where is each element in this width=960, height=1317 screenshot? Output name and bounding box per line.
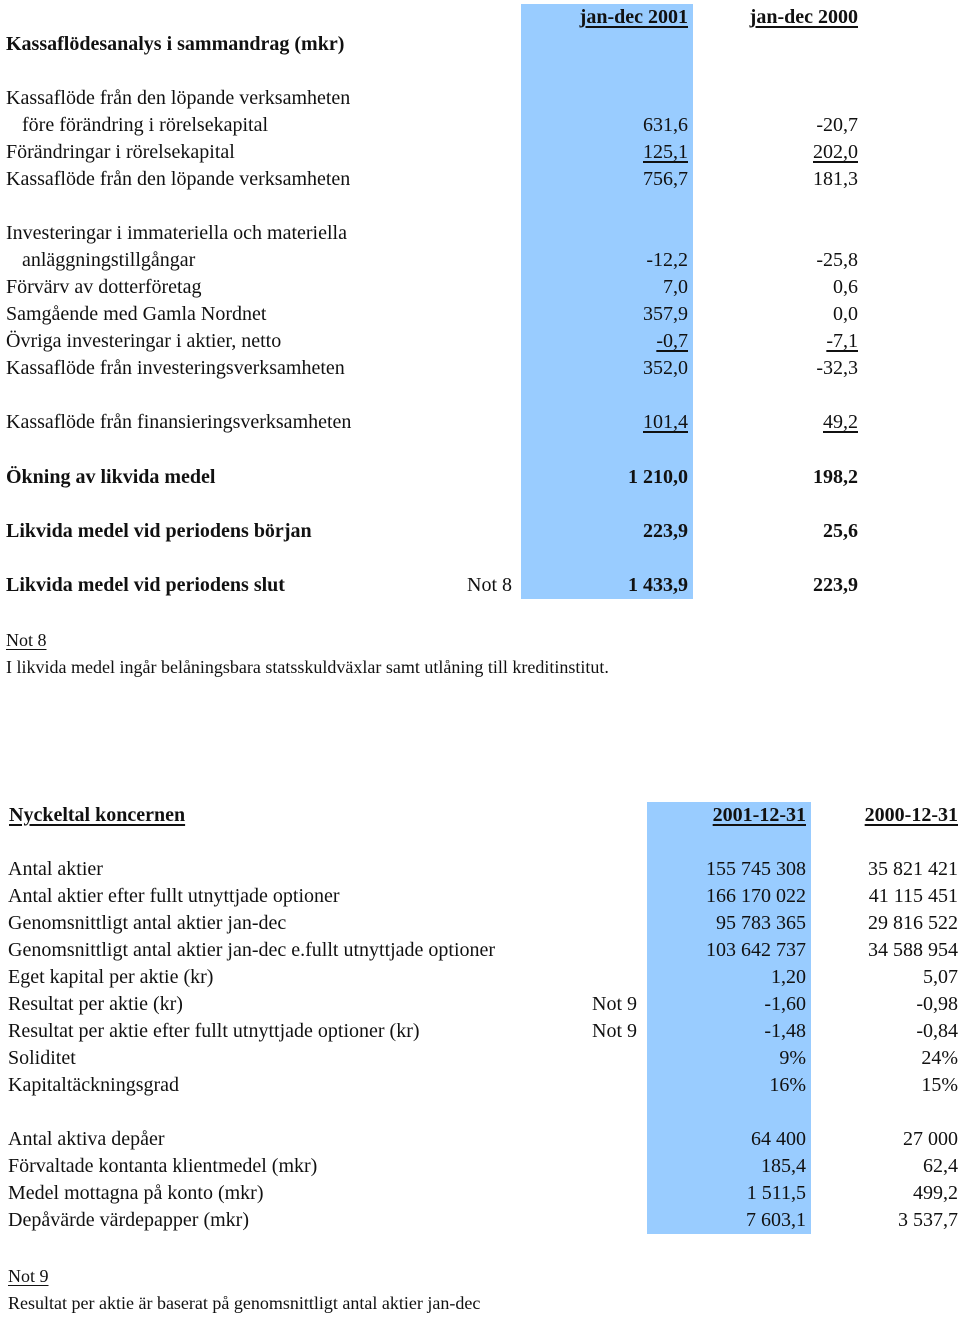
keyfigures-row-label: Kapitaltäckningsgrad xyxy=(8,1074,180,1096)
keyfigures-value-2000: 499,2 xyxy=(913,1182,958,1204)
keyfigures-value-2001: 64 400 xyxy=(751,1128,806,1150)
cashflow-col1-header: jan-dec 2001 xyxy=(579,6,688,28)
note-heading: Not 8 xyxy=(6,630,47,650)
cashflow-value-2000: -25,8 xyxy=(816,249,858,271)
keyfigures-value-2000: 41 115 451 xyxy=(868,885,958,907)
keyfigures-row-label: Depåvärde värdepapper (mkr) xyxy=(8,1209,249,1231)
keyfigures-row-label: Resultat per aktie (kr) xyxy=(8,993,183,1015)
cashflow-value-2000: 198,2 xyxy=(813,466,858,488)
keyfigures-value-2000: 62,4 xyxy=(923,1155,958,1177)
keyfigures-row-label: Soliditet xyxy=(8,1047,76,1069)
cashflow-value-2001: 352,0 xyxy=(643,357,688,379)
cashflow-value-2001: 631,6 xyxy=(643,114,688,136)
keyfigures-value-2001: 1 511,5 xyxy=(746,1182,806,1204)
cashflow-value-2000: 0,6 xyxy=(833,276,858,298)
keyfigures-value-2000: 34 588 954 xyxy=(868,939,958,961)
cashflow-row-label: Samgående med Gamla Nordnet xyxy=(6,303,267,325)
cashflow-row-label: Förvärv av dotterföretag xyxy=(6,276,202,298)
note-heading: Not 9 xyxy=(8,1266,49,1286)
keyfigures-value-2001: 103 642 737 xyxy=(706,939,806,961)
keyfigures-value-2000: 27 000 xyxy=(903,1128,958,1150)
cashflow-row-label: Investeringar i immateriella och materiella xyxy=(6,222,347,244)
cashflow-row-label: Övriga investeringar i aktier, netto xyxy=(6,330,282,352)
cashflow-value-2000: 223,9 xyxy=(813,574,858,596)
cashflow-row-label: före förändring i rörelsekapital xyxy=(22,114,269,136)
keyfigures-value-2000: 5,07 xyxy=(923,966,958,988)
keyfigures-value-2000: 35 821 421 xyxy=(868,858,958,880)
keyfigures-value-2001: 16% xyxy=(769,1074,806,1096)
cashflow-row-label: Ökning av likvida medel xyxy=(6,466,216,488)
cashflow-value-2001: 756,7 xyxy=(643,168,688,190)
cashflow-value-2001: 101,4 xyxy=(643,411,688,433)
keyfigures-value-2001: 7 603,1 xyxy=(746,1209,806,1231)
cashflow-value-2000: 0,0 xyxy=(833,303,858,325)
cashflow-row-label: Förändringar i rörelsekapital xyxy=(6,141,235,163)
cashflow-value-2001: 125,1 xyxy=(643,141,688,163)
note-reference: Not 9 xyxy=(592,1020,637,1042)
keyfigures-row-label: Förvaltade kontanta klientmedel (mkr) xyxy=(8,1155,318,1177)
keyfigures-row-label: Eget kapital per aktie (kr) xyxy=(8,966,214,988)
keyfigures-value-2000: 3 537,7 xyxy=(898,1209,958,1231)
keyfigures-row-label: Resultat per aktie efter fullt utnyttjade optioner (kr) xyxy=(8,1020,420,1042)
cashflow-row-label: Kassaflöde från den löpande verksamheten xyxy=(6,87,351,109)
keyfigures-title: Nyckeltal koncernen xyxy=(9,804,186,826)
keyfigures-value-2001: 1,20 xyxy=(771,966,806,988)
keyfigures-row-label: Genomsnittligt antal aktier jan-dec xyxy=(8,912,287,934)
cashflow-value-2001: 223,9 xyxy=(643,520,688,542)
keyfigures-value-2001: -1,48 xyxy=(764,1020,806,1042)
note-reference: Not 9 xyxy=(592,993,637,1015)
cashflow-value-2000: -20,7 xyxy=(816,114,858,136)
note-reference: Not 8 xyxy=(467,574,512,596)
note-text: I likvida medel ingår belåningsbara statsskuldväxlar samt utlåning till kreditinstitut. xyxy=(6,657,609,677)
cashflow-value-2000: 25,6 xyxy=(823,520,858,542)
cashflow-value-2000: 181,3 xyxy=(813,168,858,190)
keyfigures-value-2001: 155 745 308 xyxy=(706,858,806,880)
cashflow-value-2000: -7,1 xyxy=(826,330,858,352)
cashflow-value-2000: 202,0 xyxy=(813,141,858,163)
keyfigures-value-2000: -0,98 xyxy=(916,993,958,1015)
cashflow-row-label: Likvida medel vid periodens början xyxy=(6,520,312,542)
keyfigures-row-label: Antal aktiva depåer xyxy=(8,1128,165,1150)
keyfigures-value-2001: 9% xyxy=(779,1047,806,1069)
cashflow-value-2001: 357,9 xyxy=(643,303,688,325)
keyfigures-value-2000: 29 816 522 xyxy=(868,912,958,934)
cashflow-value-2000: -32,3 xyxy=(816,357,858,379)
cashflow-value-2000: 49,2 xyxy=(823,411,858,433)
keyfigures-value-2000: -0,84 xyxy=(916,1020,958,1042)
keyfigures-col1-header: 2001-12-31 xyxy=(712,804,806,826)
cashflow-value-2001: 1 210,0 xyxy=(628,466,688,488)
keyfigures-col2-header: 2000-12-31 xyxy=(864,804,958,826)
cashflow-row-label: Kassaflöde från den löpande verksamheten xyxy=(6,168,351,190)
keyfigures-value-2000: 15% xyxy=(921,1074,958,1096)
keyfigures-row-label: Medel mottagna på konto (mkr) xyxy=(8,1182,264,1204)
cashflow-value-2001: 1 433,9 xyxy=(628,574,688,596)
keyfigures-value-2001: 95 783 365 xyxy=(716,912,806,934)
keyfigures-row-label: Antal aktier efter fullt utnyttjade optioner xyxy=(8,885,340,907)
cashflow-col2-header: jan-dec 2000 xyxy=(749,6,858,28)
cashflow-row-label: Kassaflöde från finansieringsverksamheten xyxy=(6,411,352,433)
keyfigures-row-label: Antal aktier xyxy=(8,858,103,880)
keyfigures-value-2001: 185,4 xyxy=(761,1155,806,1177)
keyfigures-row-label: Genomsnittligt antal aktier jan-dec e.fullt utnyttjade optioner xyxy=(8,939,496,961)
cashflow-value-2001: 7,0 xyxy=(663,276,688,298)
cashflow-row-label: Likvida medel vid periodens slut xyxy=(6,574,285,596)
keyfigures-value-2001: -1,60 xyxy=(764,993,806,1015)
cashflow-value-2001: -12,2 xyxy=(646,249,688,271)
cashflow-row-label: anläggningstillgångar xyxy=(22,249,196,271)
keyfigures-value-2001: 166 170 022 xyxy=(706,885,806,907)
keyfigures-value-2000: 24% xyxy=(921,1047,958,1069)
cashflow-title: Kassaflödesanalys i sammandrag (mkr) xyxy=(6,33,345,55)
note-text: Resultat per aktie är baserat på genomsnittligt antal aktier jan-dec xyxy=(8,1293,481,1313)
cashflow-row-label: Kassaflöde från investeringsverksamheten xyxy=(6,357,345,379)
cashflow-value-2001: -0,7 xyxy=(656,330,688,352)
